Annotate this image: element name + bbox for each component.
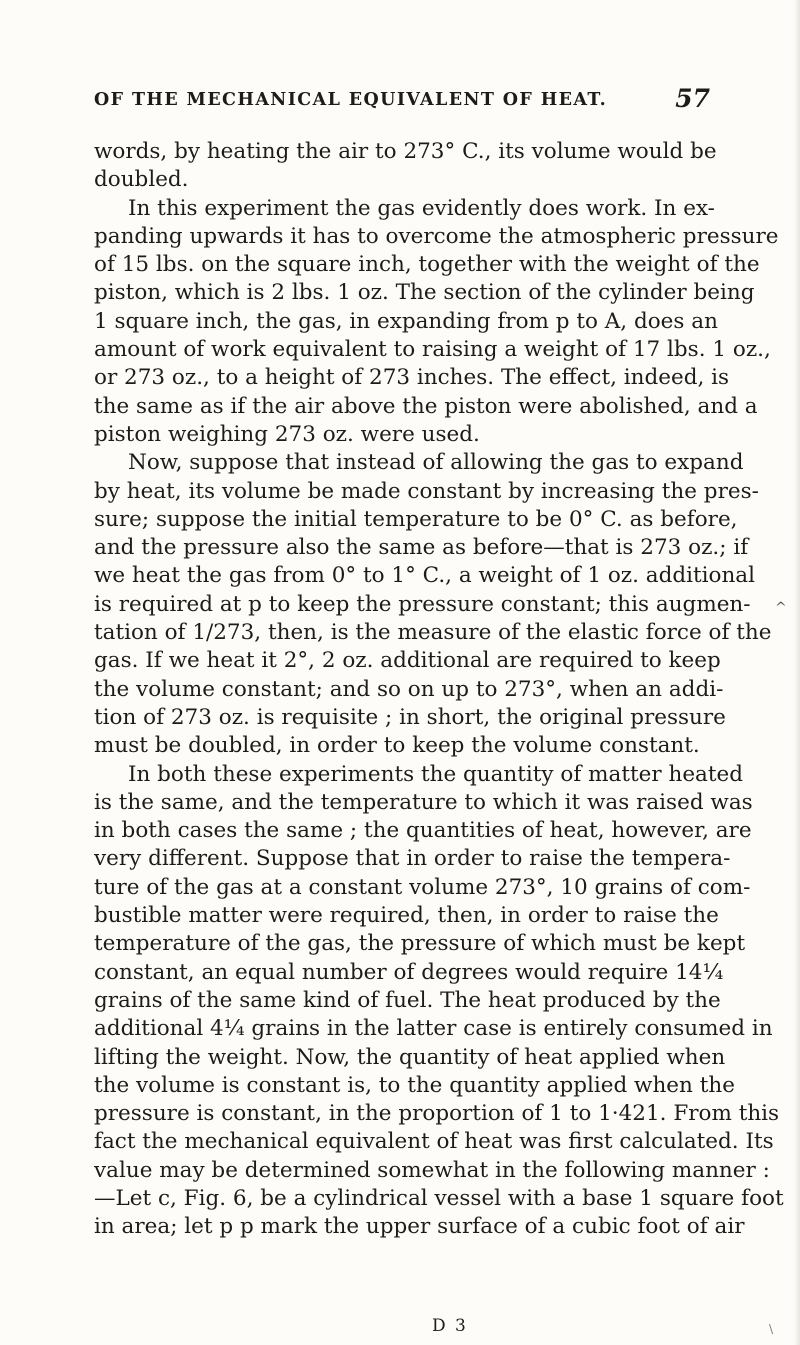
- page-number: 57: [675, 84, 710, 113]
- text-line: additional 4¼ grains in the latter case is entirely consumed in: [94, 1016, 773, 1042]
- text-line: of 15 lbs. on the square inch, together with the weight of the: [94, 252, 760, 278]
- text-line: sure; suppose the initial temperature to be 0° C. as before,: [94, 506, 738, 532]
- text-line: value may be determined somewhat in the following manner :: [94, 1157, 770, 1183]
- text-line: gas. If we heat it 2°, 2 oz. additional are required to keep: [94, 648, 721, 674]
- text-line: and the pressure also the same as before—that is 273 oz.; if: [94, 535, 749, 561]
- text-line: must be doubled, in order to keep the volume constant.: [94, 733, 700, 759]
- text-line: piston weighing 273 oz. were used.: [94, 421, 480, 447]
- page-edge-shadow: [794, 0, 800, 1345]
- text-line: tation of 1/273, then, is the measure of the elastic force of the: [94, 620, 772, 646]
- text-line: temperature of the gas, the pressure of which must be kept: [94, 931, 746, 957]
- text-line: pressure is constant, in the proportion of 1 to 1·421. From this: [94, 1101, 780, 1127]
- text-line: the volume is constant is, to the quantity applied when the: [94, 1072, 735, 1098]
- text-line: ture of the gas at a constant volume 273°, 10 grains of com-: [94, 874, 751, 900]
- text-line: tion of 273 oz. is requisite ; in short, the original pressure: [94, 704, 726, 730]
- text-line: the volume constant; and so on up to 273°, when an addi-: [94, 676, 724, 702]
- text-line: very different. Suppose that in order to raise the tempera-: [94, 846, 731, 872]
- text-line: bustible matter were required, then, in order to raise the: [94, 903, 719, 929]
- text-line: panding upwards it has to overcome the atmospheric pressure: [94, 223, 779, 249]
- text-line: lifting the weight. Now, the quantity of heat applied when: [94, 1044, 726, 1070]
- text-line: we heat the gas from 0° to 1° C., a weight of 1 oz. additional: [94, 563, 755, 589]
- text-line: in area; let p p mark the upper surface of a cubic foot of air: [94, 1214, 745, 1240]
- text-line: grains of the same kind of fuel. The heat produced by the: [94, 987, 721, 1013]
- text-line: constant, an equal number of degrees would require 14¼: [94, 959, 724, 985]
- text-line: words, by heating the air to 273° C., its volume would be: [94, 139, 717, 164]
- text-line: 1 square inch, the gas, in expanding from p to A, does an: [94, 308, 718, 334]
- margin-caret-mark: ^: [775, 600, 787, 616]
- text-line: the same as if the air above the piston were abolished, and a: [94, 393, 758, 419]
- body-text: [94, 138, 784, 1242]
- margin-tick-mark: \: [769, 1322, 774, 1336]
- signature-mark: D 3: [432, 1316, 468, 1336]
- text-line: Now, suppose that instead of allowing the gas to expand: [128, 450, 744, 476]
- running-title: OF THE MECHANICAL EQUIVALENT OF HEAT.: [94, 90, 608, 110]
- text-line: by heat, its volume be made constant by increasing the pres-: [94, 478, 759, 504]
- text-line: In both these experiments the quantity of matter heated: [128, 761, 743, 787]
- text-line: piston, which is 2 lbs. 1 oz. The section of the cylinder being: [94, 280, 755, 306]
- text-line: —Let c, Fig. 6, be a cylindrical vessel with a base 1 square foot: [94, 1185, 784, 1211]
- text-line: In this experiment the gas evidently does work. In ex-: [128, 195, 715, 221]
- text-line: is the same, and the temperature to which it was raised was: [94, 789, 753, 815]
- page-header: [94, 84, 710, 118]
- text-line: in both cases the same ; the quantities of heat, however, are: [94, 818, 752, 844]
- text-line: amount of work equivalent to raising a weight of 17 lbs. 1 oz.,: [94, 337, 771, 363]
- text-line: doubled.: [94, 167, 189, 193]
- text-line: is required at p to keep the pressure constant; this augmen-: [94, 591, 751, 617]
- text-line: fact the mechanical equivalent of heat was first calculated. Its: [94, 1129, 774, 1155]
- text-line: or 273 oz., to a height of 273 inches. The effect, indeed, is: [94, 365, 730, 391]
